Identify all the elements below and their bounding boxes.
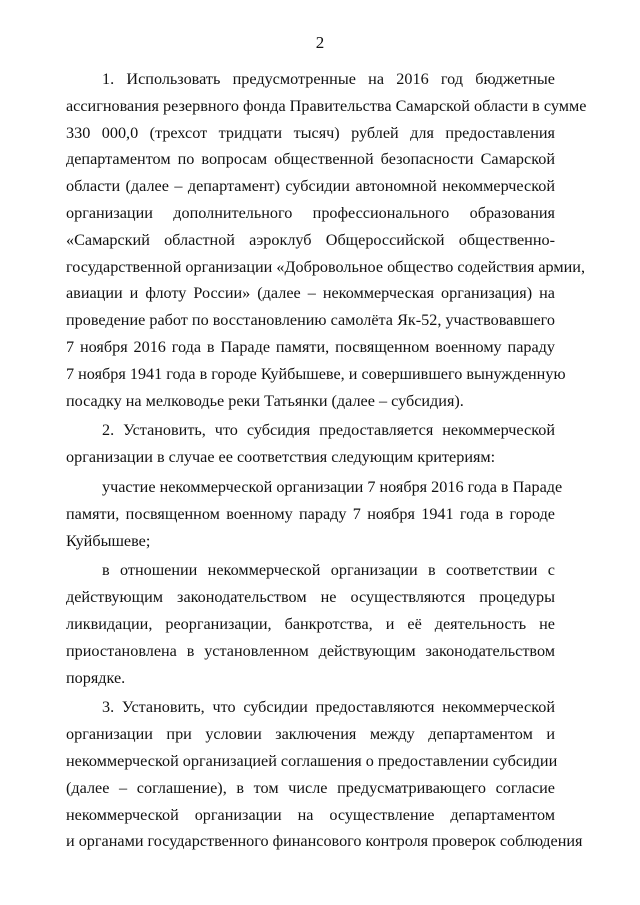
text-line: 2. Установить, что субсидия предоставляется некоммерческой	[102, 421, 555, 440]
text-line: приостановлена в установленном действующим законодательством	[66, 641, 555, 660]
text-line: организации дополнительного профессионального образования	[66, 203, 555, 222]
text-line: авиации и флоту России» (далее – некоммерческая организация) на	[66, 284, 555, 303]
page-number: 2	[315, 33, 325, 52]
paragraph-3	[66, 474, 563, 554]
text-line: 7 ноября 2016 года в Параде памяти, посвященном военному параду	[66, 337, 555, 356]
text-line: посадку на мелководье реки Татьянки (далее – субсидия).	[66, 391, 464, 410]
text-line: департаментом по вопросам общественной безопасности Самарской	[66, 150, 555, 169]
text-line: в отношении некоммерческой организации в соответствии с	[102, 561, 555, 580]
text-line: некоммерческой организации на осуществление департаментом	[66, 805, 555, 824]
text-line: 3. Установить, что субсидии предоставляются некоммерческой	[102, 698, 555, 717]
text-line: некоммерческой организацией соглашения о предоставлении субсидии	[66, 751, 558, 770]
text-line: действующим законодательством не осуществляются процедуры	[66, 588, 555, 607]
paragraph-2	[66, 417, 555, 471]
text-line: участие некоммерческой организации 7 ноября 2016 года в Параде	[102, 477, 563, 496]
document-body	[66, 66, 587, 855]
text-line: «Самарский областной аэроклуб Общероссийской общественно-	[66, 230, 555, 249]
text-line: 7 ноября 1941 года в городе Куйбышеве, и совершившего вынужденную	[66, 364, 566, 383]
text-line: памяти, посвященном военному параду 7 ноября 1941 года в городе	[66, 504, 555, 523]
text-line: (далее – соглашение), в том числе предусматривающего согласие	[66, 778, 555, 797]
text-line: 330 000,0 (трехсот тридцати тысяч) рублей для предоставления	[66, 123, 555, 142]
text-line: порядке.	[66, 668, 126, 687]
text-line: области (далее – департамент) субсидии автономной некоммерческой	[66, 177, 555, 196]
text-line: 1. Использовать предусмотренные на 2016 год бюджетные	[102, 70, 555, 88]
text-line: ликвидации, реорганизации, банкротства, и её деятельность не	[66, 614, 555, 633]
paragraph-5	[66, 694, 583, 855]
paragraph-4	[66, 557, 555, 691]
text-line: и органами государственного финансового контроля проверок соблюдения	[66, 832, 583, 851]
text-line: Куйбышеве;	[66, 531, 151, 550]
text-line: организации при условии заключения между департаментом и	[66, 725, 555, 744]
text-line: государственной организации «Добровольное общество содействия армии,	[66, 257, 585, 276]
text-line: ассигнования резервного фонда Правительства Самарской области в сумме	[66, 96, 587, 115]
text-line: проведение работ по восстановлению самолёта Як-52, участвовавшего	[66, 311, 555, 330]
paragraph-1	[66, 66, 587, 414]
text-line: организации в случае ее соответствия следующим критериям:	[66, 448, 496, 467]
